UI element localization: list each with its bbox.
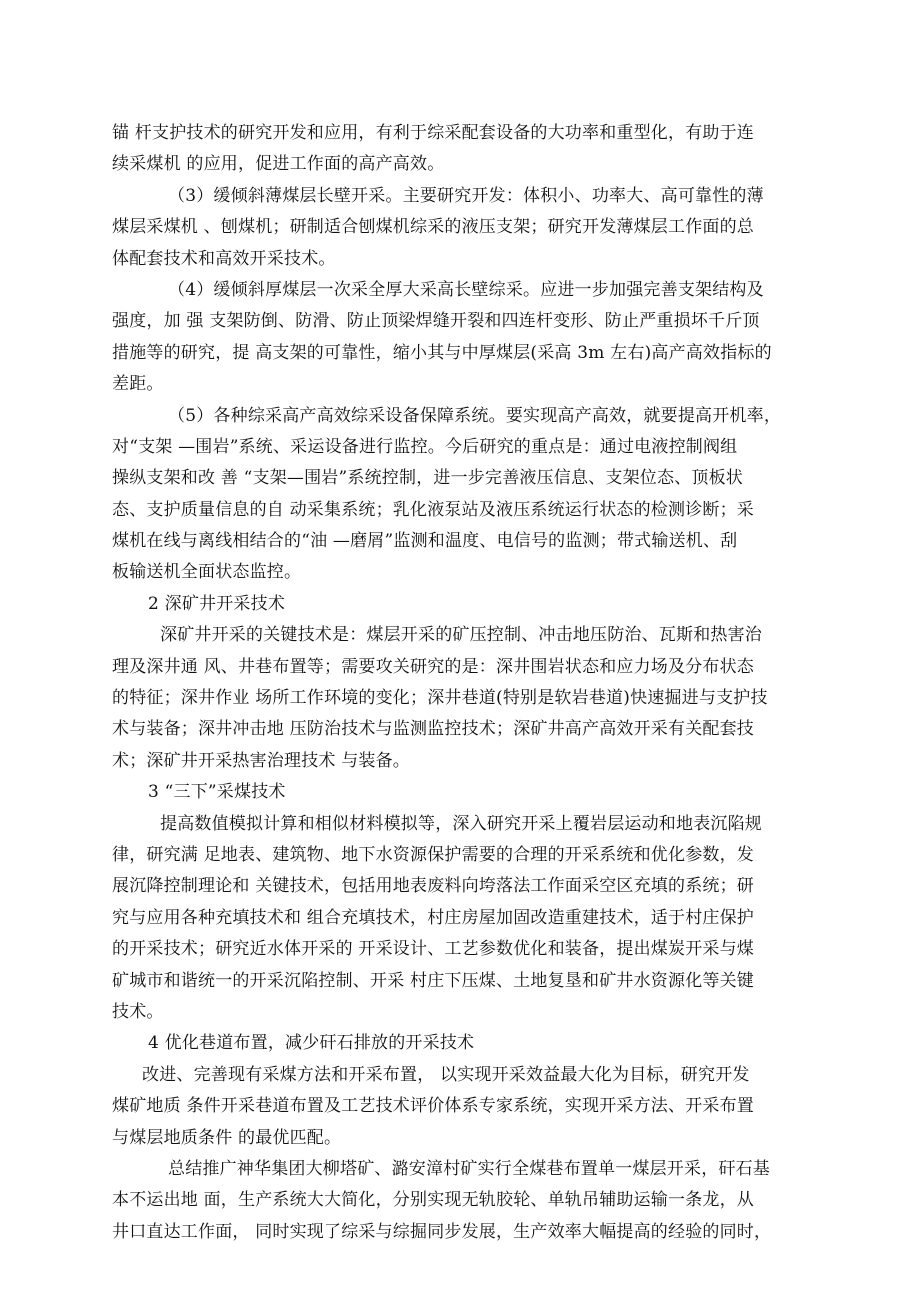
paragraph-heading-4: （4）缓倾斜厚煤层一次采全厚大采高长壁综采。应进一步加强完善支架结构及 [168, 279, 764, 300]
text-line: 锚 杆支护技术的研究开发和应用，有利于综采配套设备的大功率和重型化，有助于连 [112, 123, 755, 143]
text-line: 煤矿地质 条件开采巷道布置及工艺技术评价体系专家系统，实现开采方法、开采布置 [112, 1096, 755, 1117]
text-line: 体配套技术和高效开采技术。 [112, 248, 336, 269]
text-line: 术与装备；深井冲击地 压防治技术与监测监控技术；深矿井高产高效开采有关配套技 [112, 719, 755, 740]
text-line: 续采煤机 的应用，促进工作面的高产高效。 [112, 154, 445, 175]
text-line: 提高数值模拟计算和相似材料模拟等，深入研究开采上覆岩层运动和地表沉陷规 [160, 813, 762, 834]
text-line: 的特征；深井作业 场所工作环境的变化；深井巷道(特别是软岩巷道)快速掘进与支护技 [112, 688, 768, 709]
text-line: 技术。 [112, 1001, 164, 1022]
document-body [112, 118, 812, 1248]
text-line: 术；深矿井开采热害治理技术 与装备。 [112, 750, 411, 771]
text-line: 板输送机全面状态监控。 [112, 562, 302, 583]
text-line: 措施等的研究，提 高支架的可靠性，缩小其与中厚煤层(采高 3m 左右)高产高效指标的 [112, 342, 772, 363]
text-line: 展沉降控制理论和 关键技术，包括用地表废料向垮落法工作面采空区充填的系统；研 [112, 876, 755, 897]
paragraph-heading-3: （3）缓倾斜薄煤层长壁开采。主要研究开发：体积小、功率大、高可靠性的薄 [168, 185, 764, 206]
text-line: 对“支架 —围岩”系统、采运设备进行监控。今后研究的重点是：通过电液控制阀组 [112, 436, 738, 457]
paragraph-heading-5: （5）各种综采高产高效综采设备保障系统。要实现高产高效，就要提高开机率， [168, 405, 782, 426]
text-line: 理及深井通 风、井巷布置等；需要攻关研究的是：深井围岩状态和应力场及分布状态 [112, 656, 755, 677]
section-heading-4: 4 优化巷道布置，减少矸石排放的开采技术 [148, 1033, 475, 1054]
text-line: 煤机在线与离线相结合的“油 —磨屑”监测和温度、电信号的监测；带式输送机、刮 [112, 531, 738, 552]
text-line: 煤层采煤机 、刨煤机；研制适合刨煤机综采的液压支架；研究开发薄煤层工作面的总 [112, 217, 755, 238]
text-line: 究与应用各种充填技术和 组合充填技术，村庄房屋加固改造重建技术，适于村庄保护 [112, 907, 755, 928]
section-heading-2: 2 深矿井开采技术 [148, 593, 286, 614]
section-heading-3: 3 “三下”采煤技术 [148, 782, 286, 803]
text-line: 本不运出地 面，生产系统大大简化，分别实现无轨胶轮、单轨吊辅助运输一条龙，从 [112, 1190, 755, 1211]
text-line: 的开采技术；研究近水体开采的 开采设计、工艺参数优化和装备，提出煤炭开采与煤 [112, 939, 755, 960]
text-line: 改进、完善现有采煤方法和开采布置， 以实现开采效益最大化为目标，研究开发 [142, 1064, 750, 1085]
text-line: 态、支护质量信息的自 动采集系统；乳化液泵站及液压系统运行状态的检测诊断；采 [112, 499, 755, 520]
text-line: 差距。 [112, 374, 164, 395]
text-line: 深矿井开采的关键技术是：煤层开采的矿压控制、冲击地压防治、瓦斯和热害治 [160, 625, 762, 646]
text-line: 律，研究满 足地表、建筑物、地下水资源保护需要的合理的开采系统和优化参数，发 [112, 844, 755, 865]
text-line: 与煤层地质条件 的最优匹配。 [112, 1127, 342, 1148]
text-line: 井口直达工作面， 同时实现了综采与综掘同步发展，生产效率大幅提高的经验的同时， [112, 1221, 772, 1242]
text-line: 总结推广神华集团大柳塔矿、潞安漳村矿实行全煤巷布置单一煤层开采，矸石基 [168, 1158, 770, 1179]
text-line: 矿城市和谐统一的开采沉陷控制、开采 村庄下压煤、土地复垦和矿井水资源化等关键 [112, 970, 755, 991]
text-line: 操纵支架和改 善 “支架—围岩”系统控制，进一步完善液压信息、支架位态、顶板状 [112, 468, 743, 489]
text-line: 强度，加 强 支架防倒、防滑、防止顶梁焊缝开裂和四连杆变形、防止严重损坏千斤顶 [112, 311, 760, 332]
